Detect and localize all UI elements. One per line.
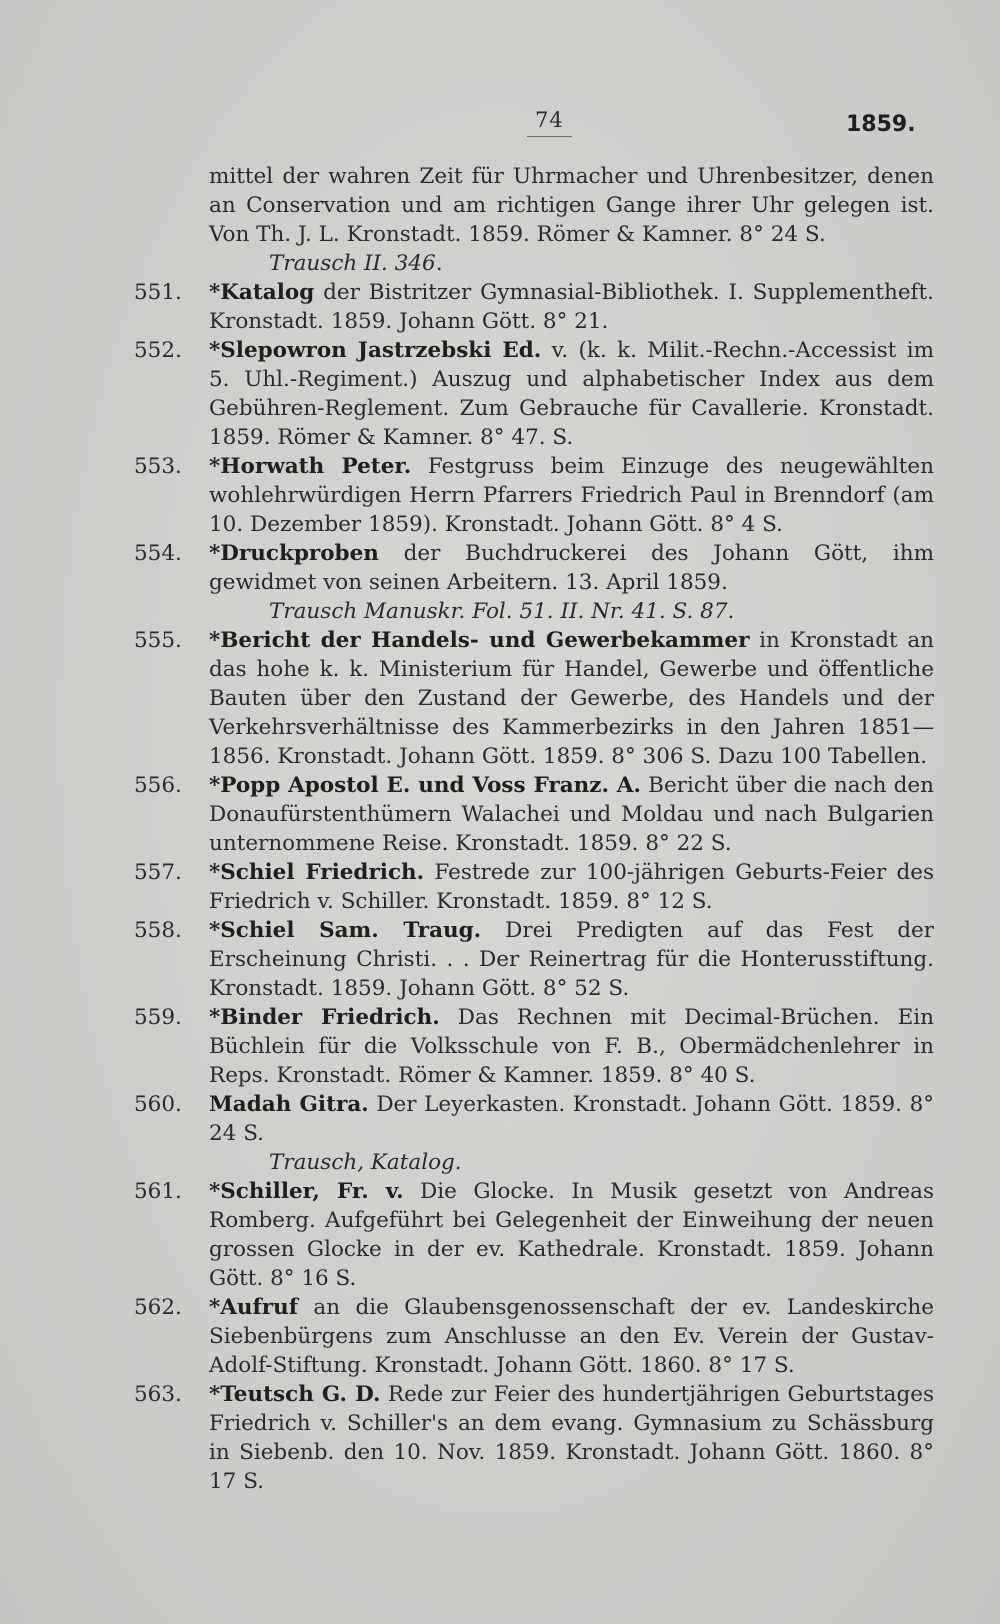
entry-author: *Druckproben [209,541,379,566]
entry-number: 560. [134,1092,182,1117]
bibliography-entry [134,916,934,1003]
bibliography-entry [134,539,934,626]
entry-author: *Aufruf [209,1295,299,1320]
entry-number: 552. [134,338,182,363]
entry-text: Rede zur Feier des hundertjährigen Geburtstages Friedrich v. Schiller's an dem evang. Gymnasium zu Schässburg in Siebenb. den 10. Nov. 1859. Kronstadt. Johann Gött. 1860. 8° 17 S. [209,1382,934,1494]
entry-text: mittel der wahren Zeit für Uhrmacher und Uhrenbesitzer, denen an Conservation und am richtigen Gange ihrer Uhr gelegen ist. Von Th. J. L. Kronstadt. 1859. Römer & Kamner. 8° 24 S. [209,164,934,247]
bibliography-entry [134,278,934,336]
entry-note: Trausch, Katalog. [269,1150,462,1175]
entry-body [209,1293,934,1380]
entry-text: der Bistritzer Gymnasial-Bibliothek. I. Supplementheft. Kronstadt. 1859. Johann Gött. 8° 21. [209,280,934,334]
entry-author: *Schiel Sam. Traug. [209,918,482,943]
entry-number: 563. [134,1382,182,1407]
entry-body [209,452,934,539]
entry-number: 553. [134,454,182,479]
entry-body [209,539,934,597]
page-header [0,108,1000,138]
entry-author: *Slepowron Jastrzebski Ed. [209,338,542,363]
entry-body [209,916,934,1003]
bibliography-entry [134,452,934,539]
entry-container [134,278,934,1496]
bibliography-entry [134,1380,934,1496]
entry-author: *Binder Friedrich. [209,1005,440,1030]
bibliography-list [134,162,934,1496]
entry-body [209,626,934,771]
entry-author: *Schiller, Fr. v. [209,1179,404,1204]
entry-author: *Teutsch G. D. [209,1382,381,1407]
entry-body [209,1177,934,1293]
bibliography-entry [134,858,934,916]
entry-text: Bericht über die nach den Donaufürstenthümern Walachei und Moldau und nach Bulgarien unternommene Reise. Kronstadt. 1859. 8° 22 S. [209,773,934,856]
entry-text: Das Rechnen mit Decimal-Brüchen. Ein Büchlein für die Volksschule von F. B., Obermädchenlehrer in Reps. Kronstadt. Römer & Kamner. 1859. 8° 40 S. [209,1005,934,1088]
entry-body [209,1090,934,1148]
entry-number: 556. [134,773,182,798]
entry-author: *Popp Apostol E. und Voss Franz. A. [209,773,641,798]
entry-body [209,771,934,858]
running-head-year: 1859. [846,112,916,137]
entry-text: an die Glaubensgenossenschaft der ev. Landeskirche Siebenbürgens zum Anschlusse an den Ev. Verein der Gustav-Adolf-Stiftung. Kronstadt. Johann Gött. 1860. 8° 17 S. [209,1295,934,1378]
entry-number: 554. [134,541,182,566]
entry-text: Drei Predigten auf das Fest der Erscheinung Christi. . . Der Reinertrag für die Honterusstiftung. Kronstadt. 1859. Johann Gött. 8° 52 S. [209,918,934,1001]
bibliography-entry [134,336,934,452]
bibliography-entry [134,1293,934,1380]
entry-text: Die Glocke. In Musik gesetzt von Andreas Romberg. Aufgeführt bei Gelegenheit der Einweihung der neuen grossen Glocke in der ev. Kathedrale. Kronstadt. 1859. Johann Gött. 8° 16 S. [209,1179,934,1291]
entry-body [209,336,934,452]
entry-number: 555. [134,628,182,653]
entry-author: *Horwath Peter. [209,454,412,479]
bibliography-entry [134,1177,934,1293]
entry-text: Der Leyerkasten. Kronstadt. Johann Gött. 1859. 8° 24 S. [209,1092,934,1146]
entry-number: 557. [134,860,182,885]
page-number: 74 [527,108,572,137]
entry-body [209,278,934,336]
entry-text: der Buchdruckerei des Johann Gött, ihm gewidmet von seinen Arbeitern. 13. April 1859. [209,541,934,595]
entry-body [209,1380,934,1496]
entry-author: Madah Gitra. [209,1092,369,1117]
entry-body [209,1003,934,1090]
entry-number: 559. [134,1005,182,1030]
continued-entry [134,162,934,278]
entry-number: 561. [134,1179,182,1204]
entry-text: Festgruss beim Einzuge des neugewählten wohlehrwürdigen Herrn Pfarrers Friedrich Paul in Brenndorf (am 10. Dezember 1859). Kronstadt. Johann Gött. 8° 4 S. [209,454,934,537]
bibliography-entry [134,1003,934,1090]
entry-note: Trausch II. 346. [269,251,443,276]
entry-number: 558. [134,918,182,943]
entry-body [209,858,934,916]
bibliography-entry [134,626,934,771]
entry-author: *Katalog [209,280,315,305]
entry-author: *Bericht der Handels- und Gewerbekammer [209,628,750,653]
entry-text: in Kronstadt an das hohe k. k. Ministerium für Handel, Gewerbe und öffentliche Bauten über den Zustand der Gewerbe, des Handels und der Verkehrsverhältnisse des Kammerbezirks in den Jahren 1851—1856. Kronstadt. Johann Gött. 1859. 8° 306 S. Dazu 100 Tabellen. [209,628,934,769]
entry-number: 551. [134,280,182,305]
entry-number: 562. [134,1295,182,1320]
entry-text: v. (k. k. Milit.-Rechn.-Accessist im 5. Uhl.-Regiment.) Auszug und alphabetischer Index aus dem Gebühren-Reglement. Zum Gebrauche für Cavallerie. Kronstadt. 1859. Römer & Kamner. 8° 47. S. [209,338,934,450]
entry-text: Festrede zur 100-jährigen Geburts-Feier des Friedrich v. Schiller. Kronstadt. 1859. 8° 12 S. [209,860,934,914]
bibliography-entry [134,771,934,858]
bibliography-entry [134,1090,934,1177]
entry-author: *Schiel Friedrich. [209,860,425,885]
entry-note: Trausch Manuskr. Fol. 51. II. Nr. 41. S. 87. [269,599,735,624]
